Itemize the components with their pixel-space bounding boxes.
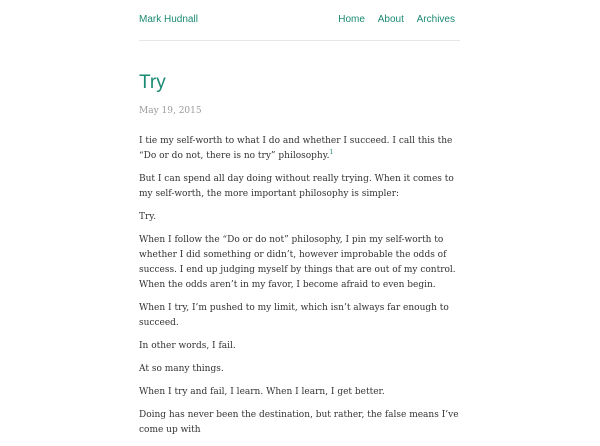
paragraph (139, 134, 464, 164)
paragraph: When I try, I’m pushed to my limit, which isn’t always far enough to succeed. (139, 303, 449, 328)
paragraph-text: I tie my self-worth to what I do and whether I succeed. I call this the “Do or do not, there is no try” philosophy. (139, 136, 453, 161)
nav-about-link[interactable]: About (377, 14, 404, 25)
footnote-ref[interactable]: 1 (329, 149, 334, 156)
post (139, 72, 464, 446)
paragraph: In other words, I fail. (139, 341, 236, 351)
site-title-link[interactable]: Mark Hudnall (139, 14, 198, 25)
nav-home-link[interactable]: Home (338, 14, 365, 25)
paragraph: When I try and fail, I learn. When I learn, I get better. (139, 387, 385, 397)
main-nav (328, 14, 455, 25)
post-body (139, 134, 464, 438)
paragraph: Try. (139, 212, 157, 222)
paragraph: At so many things. (139, 364, 224, 374)
paragraph: When I follow the “Do or do not” philosophy, I pin my self-worth to whether I did something or didn’t, however improbable the odds of success. I end up judging myself by things that are out of my control. When the odds aren’t in my favor, I become afraid to even begin. (139, 235, 456, 290)
post-title: Try (139, 72, 166, 93)
paragraph: Doing has never been the destination, but rather, the false means I’ve come up with (139, 410, 459, 435)
site-header (139, 0, 460, 41)
paragraph: But I can spend all day doing without really trying. When it comes to my self-worth, the more important philosophy is simpler: (139, 174, 454, 199)
post-date: May 19, 2015 (139, 106, 202, 116)
nav-archives-link[interactable]: Archives (416, 14, 455, 25)
